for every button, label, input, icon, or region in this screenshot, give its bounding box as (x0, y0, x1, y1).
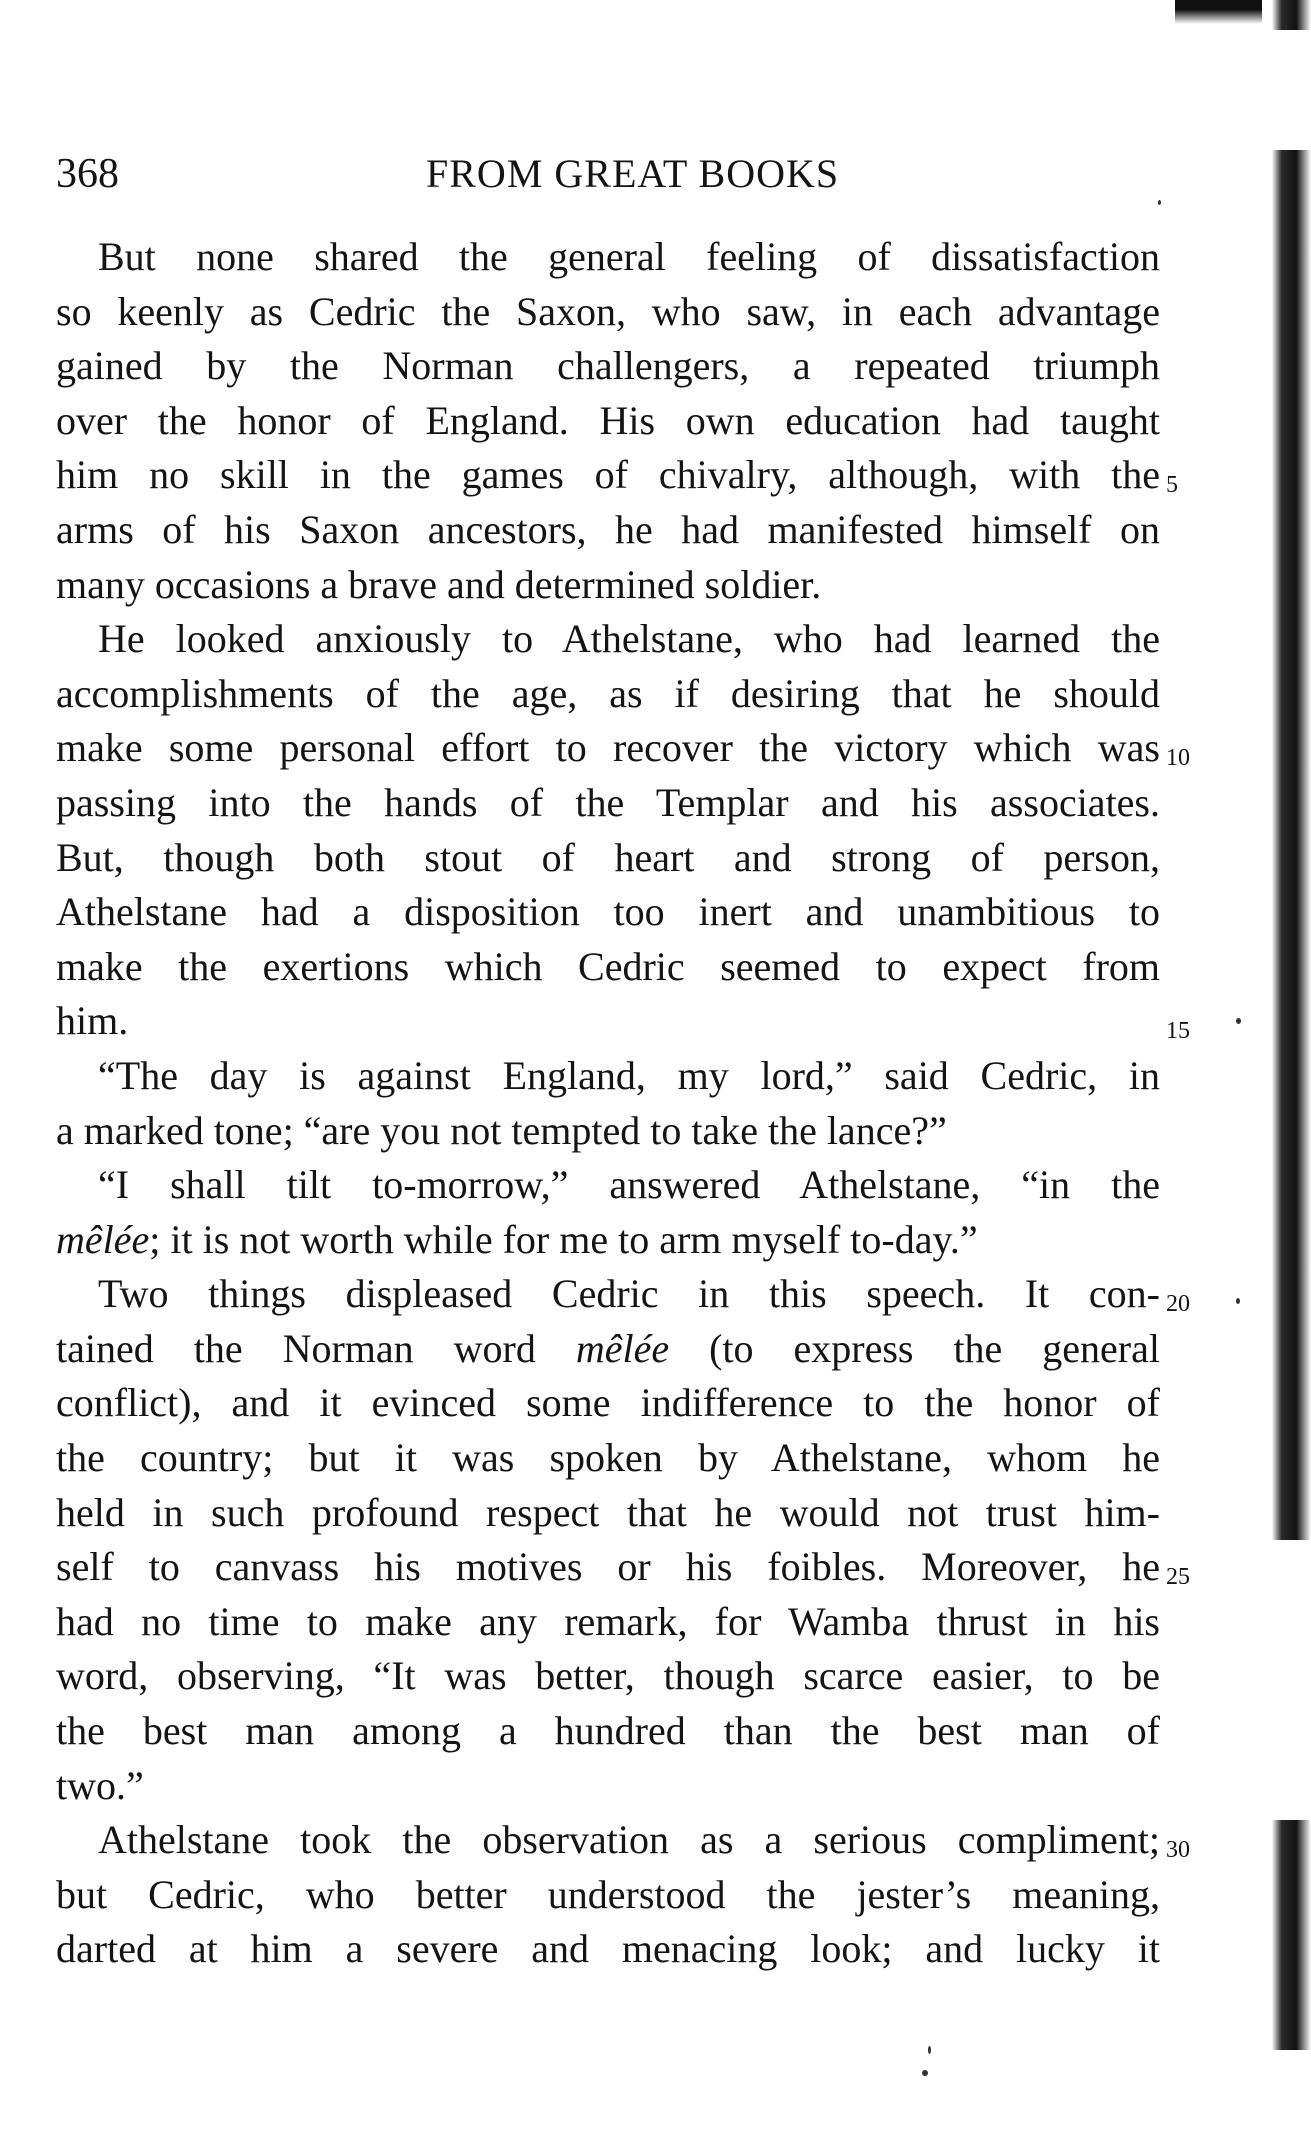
text-line: arms of his Saxon ancestors, he had manifested himself on (56, 506, 1160, 552)
text-line: the country; but it was spoken by Athelstane, whom he (56, 1435, 1160, 1481)
scan-speck (922, 2070, 928, 2076)
italic-word: mêlée (56, 1216, 150, 1262)
text-line: self to canvass his motives or his foibles. Moreover, he (56, 1544, 1160, 1590)
text-line: But none shared the general feeling of dissatisfaction (98, 234, 1160, 279)
text-line: He looked anxiously to Athelstane, who had learned the (98, 616, 1160, 662)
text-line: Two things displeased Cedric in this speech. It con- (98, 1271, 1160, 1317)
text-line: him no skill in the games of chivalry, although, with the (56, 452, 1160, 498)
text-line: mêlée; it is not worth while for me to arm myself to-day.” (56, 1216, 978, 1262)
text-line: conflict), and it evinced some indifference to the honor of (56, 1380, 1160, 1426)
running-head: FROM GREAT BOOKS (426, 151, 840, 196)
text-line: “I shall tilt to-morrow,” answered Athelstane, “in the (98, 1162, 1160, 1208)
line-number: 10 (1166, 745, 1190, 771)
text-line: two.” (56, 1762, 144, 1808)
paragraph (56, 612, 1160, 1049)
scan-edge-gap (1262, 30, 1311, 150)
text-line: but Cedric, who better understood the jester’s meaning, (56, 1871, 1160, 1917)
paragraph (56, 1049, 1160, 1158)
text-line: word, observing, “It was better, though scarce easier, to be (56, 1653, 1160, 1699)
text-line: darted at him a severe and menacing look; and lucky it (56, 1926, 1160, 1972)
paragraph (56, 1813, 1160, 1977)
body-text (56, 230, 1160, 1977)
page-number: 368 (56, 151, 119, 197)
line-number: 20 (1166, 1291, 1190, 1317)
text-line: over the honor of England. His own education had taught (56, 397, 1160, 443)
scan-edge-gap (1262, 2050, 1311, 2134)
text-line: make the exertions which Cedric seemed to expect from (56, 943, 1160, 989)
line-number: 5 (1166, 472, 1178, 498)
text-line: him. (56, 998, 129, 1044)
line-number: 15 (1166, 1018, 1190, 1044)
page-header (56, 150, 1160, 210)
text-line: many occasions a brave and determined soldier. (56, 561, 822, 607)
line-number: 30 (1166, 1837, 1190, 1863)
text-line: gained by the Norman challengers, a repeated triumph (56, 343, 1160, 389)
paragraph (56, 1267, 1160, 1813)
scan-speck (1158, 200, 1161, 205)
text-line: Athelstane took the observation as a serious compliment; (98, 1817, 1160, 1863)
text-line: passing into the hands of the Templar and his associates. (56, 779, 1160, 825)
scan-speck (1236, 1298, 1240, 1304)
line-number: 25 (1166, 1564, 1190, 1590)
paragraph (56, 230, 1160, 612)
text-line: “The day is against England, my lord,” said Cedric, in (98, 1052, 1160, 1098)
text-line: the best man among a hundred than the best man of (56, 1708, 1160, 1754)
text-line: had no time to make any remark, for Wamba thrust in his (56, 1598, 1160, 1644)
text-line: make some personal effort to recover the victory which was (56, 725, 1160, 771)
text-line: But, though both stout of heart and strong of person, (56, 834, 1160, 880)
text-line: a marked tone; “are you not tempted to take the lance?” (56, 1107, 947, 1153)
text-line: tained the Norman word mêlée (to express the general (56, 1325, 1160, 1371)
text-line: accomplishments of the age, as if desiring that he should (56, 670, 1160, 716)
paragraph (56, 1158, 1160, 1267)
italic-word: mêlée (575, 1325, 670, 1371)
text-line: held in such profound respect that he would not trust him- (56, 1489, 1160, 1535)
text-line: so keenly as Cedric the Saxon, who saw, in each advantage (56, 288, 1160, 334)
text-line: Athelstane had a disposition too inert and unambitious to (56, 889, 1160, 935)
scan-speck (928, 2046, 931, 2054)
scan-speck (1236, 1018, 1241, 1024)
scan-edge-gap (1262, 1540, 1311, 1820)
